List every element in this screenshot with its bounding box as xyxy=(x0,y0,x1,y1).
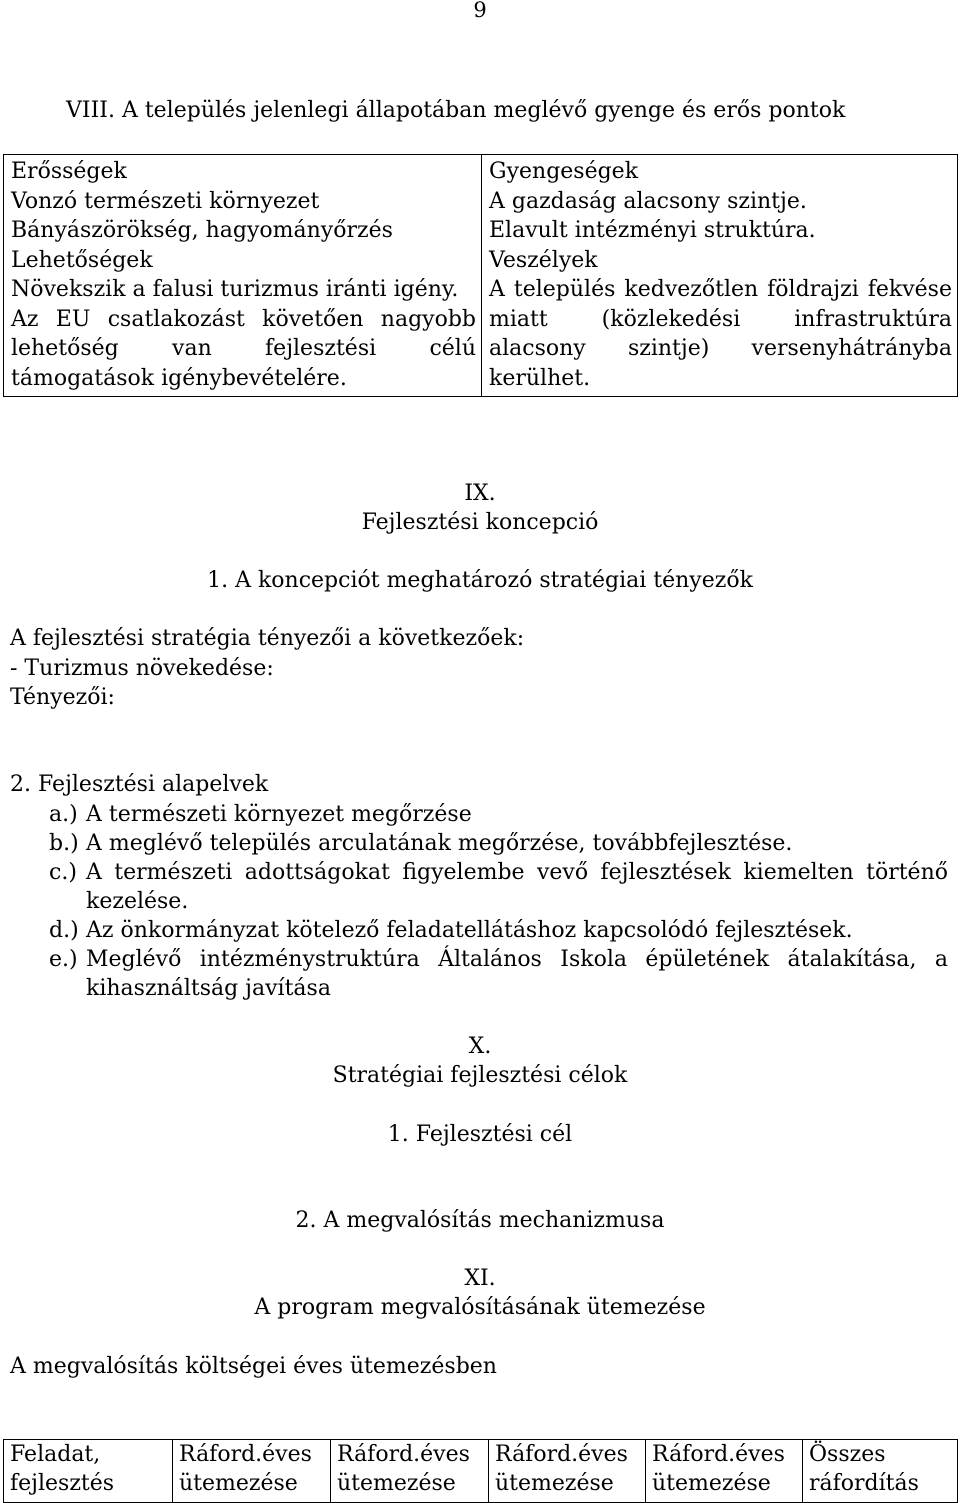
principle-label: a.) xyxy=(49,802,78,827)
section-9-number: IX. xyxy=(464,481,496,506)
principle-text: A meglévő település arculatának megőrzése, továbbfejlesztése. xyxy=(86,831,793,856)
header-line: ütemezése xyxy=(179,1471,298,1496)
section-8-title: VIII. A település jelenlegi állapotában meglévő gyenge és erős pontok xyxy=(66,98,846,123)
principle-text: Meglévő intézménystruktúra Általános Iskola épületének átalakítása, a kihasználtság javítása xyxy=(86,947,948,1001)
weakness-item: A gazdaság alacsony szintje. xyxy=(489,188,807,214)
strength-item: Bányászörökség, hagyományőrzés xyxy=(11,218,393,243)
header-line: Ráford.éves xyxy=(179,1442,312,1467)
section-10-title: Stratégiai fejlesztési célok xyxy=(332,1063,628,1088)
section-10-subheading-1: 1. Fejlesztési cél xyxy=(387,1122,573,1147)
principle-item xyxy=(49,945,949,1003)
opportunities-heading: Lehetőségek xyxy=(11,247,153,273)
header-line: Összes xyxy=(809,1442,886,1467)
weaknesses-heading: Gyengeségek xyxy=(489,159,639,184)
section-10-number: X. xyxy=(468,1034,492,1059)
page-number: 9 xyxy=(473,0,487,22)
header-line: ütemezése xyxy=(652,1471,771,1496)
header-line: ütemezése xyxy=(337,1471,456,1496)
table-header-cell xyxy=(489,1440,646,1503)
header-line: ráfordítás xyxy=(809,1471,919,1496)
section-9-subheading-1: 1. A koncepciót meghatározó stratégiai tényezők xyxy=(207,568,753,593)
principle-label: b.) xyxy=(49,831,79,856)
table-header-cell xyxy=(331,1440,489,1503)
principle-label: d.) xyxy=(49,918,79,943)
principle-item xyxy=(49,916,949,945)
header-line: Ráford.éves xyxy=(652,1442,785,1467)
table-header-cell xyxy=(4,1440,173,1503)
principle-item xyxy=(49,829,949,858)
principle-item xyxy=(49,800,949,829)
cost-schedule-table xyxy=(3,1439,958,1503)
opportunity-item: Az EU csatlakozást követően nagyobb lehetőség van fejlesztési célú támogatások igénybevételére. xyxy=(11,306,476,391)
header-line: ütemezése xyxy=(495,1471,614,1496)
cost-schedule-heading: A megvalósítás költségei éves ütemezésben xyxy=(10,1354,497,1379)
tourism-line: - Turizmus növekedése: xyxy=(10,656,274,681)
table-header-row xyxy=(4,1440,958,1503)
principle-label: c.) xyxy=(49,860,77,885)
header-line: fejlesztés xyxy=(10,1471,115,1496)
table-header-cell xyxy=(646,1440,803,1503)
swot-table xyxy=(3,154,958,397)
principle-text: A természeti adottságokat figyelembe vevő fejlesztések kiemelten történő kezelése. xyxy=(86,860,948,914)
principle-text: A természeti környezet megőrzése xyxy=(86,802,472,827)
strength-item: Vonzó természeti környezet xyxy=(11,188,320,214)
weakness-item: Elavult intézményi struktúra. xyxy=(489,218,816,243)
principle-label: e.) xyxy=(49,947,78,972)
threats-heading: Veszélyek xyxy=(489,247,598,273)
threat-item: A település kedvezőtlen földrajzi fekvése miatt (közlekedési infrastruktúra alacsony szintje) versenyhátrányba kerülhet. xyxy=(489,277,952,391)
swot-weaknesses-threats-cell xyxy=(482,155,958,397)
factors-line: Tényezői: xyxy=(10,685,115,710)
table-header-cell xyxy=(173,1440,331,1503)
section-11-title: A program megvalósításának ütemezése xyxy=(254,1295,706,1320)
section-9-subheading-2: 2. Fejlesztési alapelvek xyxy=(10,772,269,797)
opportunity-item: Növekszik a falusi turizmus iránti igény. xyxy=(11,277,459,302)
table-header-cell xyxy=(803,1440,958,1503)
section-10-subheading-2: 2. A megvalósítás mechanizmusa xyxy=(295,1208,665,1233)
header-line: Ráford.éves xyxy=(337,1442,470,1467)
principle-text: Az önkormányzat kötelező feladatellátáshoz kapcsolódó fejlesztések. xyxy=(86,918,853,943)
strengths-heading: Erősségek xyxy=(11,159,127,184)
header-line: Feladat, xyxy=(10,1442,101,1467)
header-line: Ráford.éves xyxy=(495,1442,628,1467)
section-11-number: XI. xyxy=(464,1266,496,1291)
strategy-intro: A fejlesztési stratégia tényezői a következőek: xyxy=(10,626,525,651)
principle-item xyxy=(49,858,949,916)
swot-strengths-opportunities-cell xyxy=(4,155,482,397)
section-9-title: Fejlesztési koncepció xyxy=(361,510,599,535)
